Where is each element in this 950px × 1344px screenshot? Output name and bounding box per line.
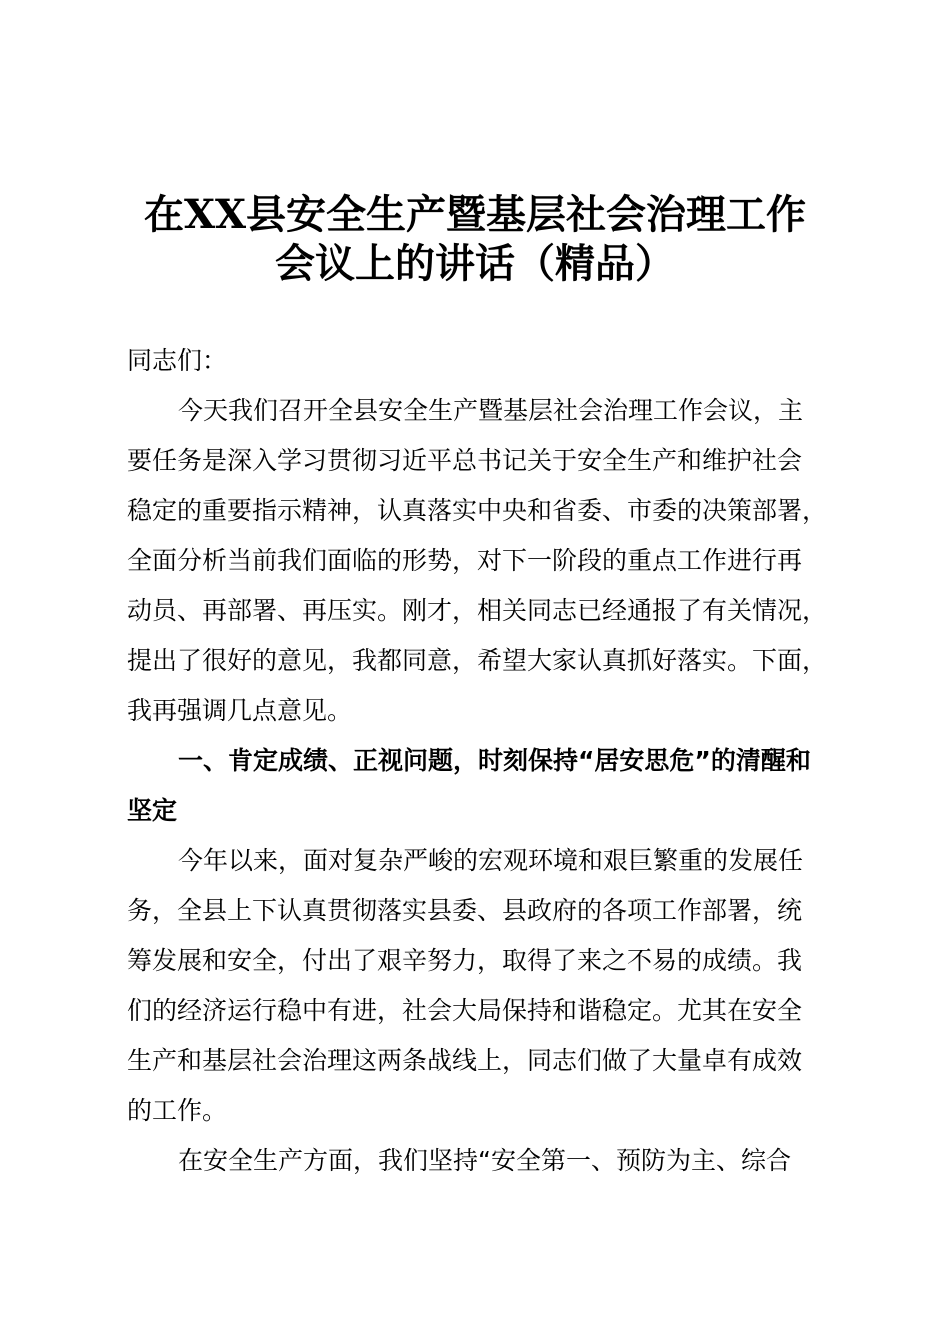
paragraph-line: 动员、再部署、再压实。刚才，相关同志已经通报了有关情况， (127, 596, 828, 625)
paragraph-line: 提出了很好的意见，我都同意，希望大家认真抓好落实。下面， (127, 646, 828, 675)
paragraph-line: 生产和基层社会治理这两条战线上，同志们做了大量卓有成效 (127, 1046, 803, 1075)
paragraph-line: 今天我们召开全县安全生产暨基层社会治理工作会议，主 (178, 396, 804, 425)
paragraph-line: 稳定的重要指示精神，认真落实中央和省委、市委的决策部署， (127, 496, 828, 525)
paragraph-line: 全面分析当前我们面临的形势，对下一阶段的重点工作进行再 (127, 546, 803, 575)
document-title-line-2: 会议上的讲话（精品） (275, 240, 675, 287)
paragraph-line: 我再强调几点意见。 (127, 696, 353, 725)
paragraph-line: 务，全县上下认真贯彻落实县委、县政府的各项工作部署，统 (127, 896, 803, 925)
document-title-line-1: 在XX县安全生产暨基层社会治理工作 (143, 191, 807, 238)
paragraph-line: 筹发展和安全，付出了艰辛努力，取得了来之不易的成绩。我 (127, 946, 803, 975)
section-heading-line: 坚定 (127, 796, 178, 825)
paragraph-line: 在安全生产方面，我们坚持“安全第一、预防为主、综合 (178, 1146, 791, 1175)
paragraph-line: 今年以来，面对复杂严峻的宏观环境和艰巨繁重的发展任 (178, 846, 804, 875)
paragraph-line: 们的经济运行稳中有进，社会大局保持和谐稳定。尤其在安全 (127, 996, 803, 1025)
paragraph-line: 的工作。 (127, 1096, 228, 1125)
section-heading-line: 一、肯定成绩、正视问题，时刻保持“居安思危”的清醒和 (178, 746, 811, 775)
paragraph-line: 要任务是深入学习贯彻习近平总书记关于安全生产和维护社会 (127, 446, 803, 475)
salutation: 同志们： (127, 346, 228, 375)
